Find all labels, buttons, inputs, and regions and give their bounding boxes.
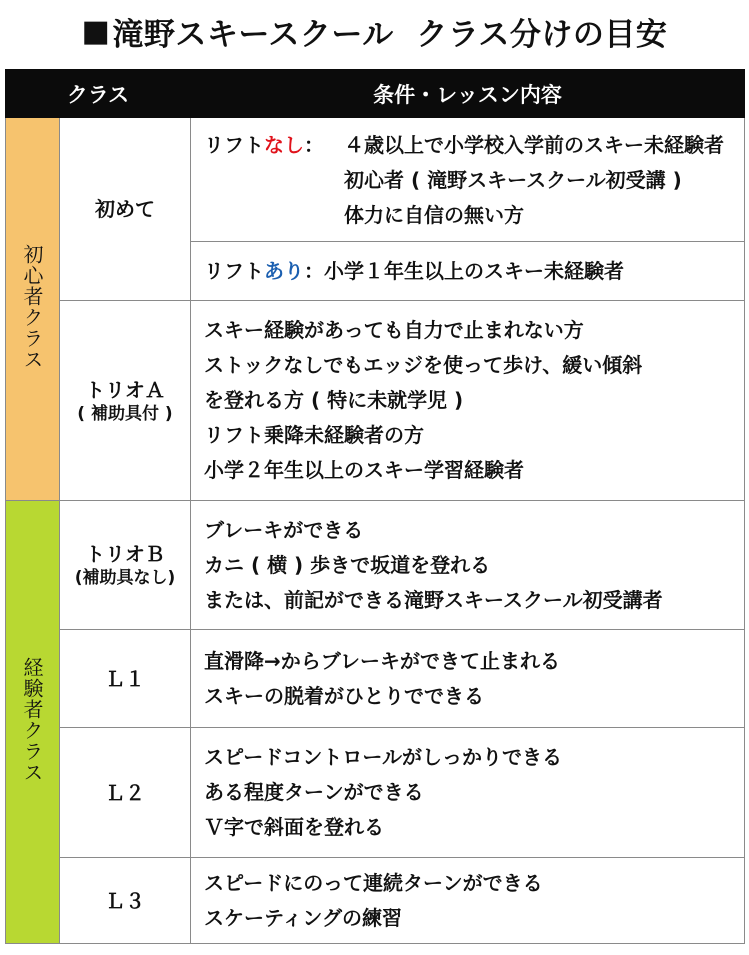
- class-l2-label: Ｌ２: [105, 780, 145, 805]
- lift-nashi-label: [204, 128, 344, 163]
- cond-line: 小学１年生以上のスキー未経験者: [324, 258, 624, 283]
- class-trio-a: [60, 301, 191, 501]
- cond-line: 初心者 ( 滝野スキースクール初受講 ): [344, 168, 682, 192]
- class-trio-b: [60, 501, 191, 630]
- lift-ari-label: [204, 254, 324, 289]
- class-l1: [60, 630, 191, 728]
- cond-l3: [191, 858, 745, 944]
- table-row: [6, 858, 745, 944]
- cond-trio-b: [191, 501, 745, 630]
- group-experienced: [6, 501, 60, 944]
- cond-line: 直滑降→からブレーキができて止まれる: [204, 648, 560, 673]
- header-class: クラス: [6, 70, 191, 118]
- class-l3: [60, 858, 191, 944]
- cond-l2: [191, 728, 745, 858]
- class-trio-a-label: トリオＡ: [85, 377, 165, 402]
- cond-line: ストックなしでもエッジを使って歩け、緩い傾斜: [204, 353, 643, 377]
- cond-line: カニ ( 横 ) 歩きで坂道を登れる: [204, 552, 491, 577]
- group-beginner-label: 初心者クラス: [20, 244, 44, 370]
- cond-l1: [191, 630, 745, 728]
- cond-line: リフト乗降未経験者の方: [204, 423, 424, 447]
- group-experienced-label: 経験者クラス: [20, 657, 44, 783]
- title-text: 滝野スキースクール クラス分けの目安: [112, 16, 668, 53]
- class-trio-a-sub: ( 補助具付 ): [77, 403, 173, 424]
- table-row: [6, 301, 745, 501]
- lift-colon: ：: [304, 133, 324, 157]
- keyword-ari: あり: [264, 258, 304, 283]
- cond-hajimete-lift-nashi: [191, 118, 745, 242]
- cond-hajimete-lift-ari: [191, 242, 745, 301]
- cond-line: を登れる方 ( 特に未就学児 ): [204, 388, 464, 412]
- cond-line: Ｖ字で斜面を登れる: [204, 815, 384, 839]
- cond-line: スケーティングの練習: [204, 905, 402, 930]
- lift-prefix: リフト: [204, 258, 264, 283]
- group-beginner: [6, 118, 60, 501]
- lift-colon: ：: [304, 258, 324, 283]
- cond-line: スキー経験があっても自力で止まれない方: [204, 318, 584, 342]
- class-trio-b-sub: (補助具なし): [74, 568, 176, 588]
- table-header-row: [6, 70, 745, 118]
- class-hajimete: [60, 118, 191, 301]
- table-row: [6, 630, 745, 728]
- cond-line: ４歳以上で小学校入学前のスキー未経験者: [344, 133, 724, 157]
- cond-line: または、前記ができる滝野スキースクール初受講者: [204, 587, 663, 612]
- class-l1-label: Ｌ１: [105, 666, 145, 691]
- cond-line: 体力に自信の無い方: [344, 203, 524, 227]
- table-row: [6, 118, 745, 242]
- cond-line: 小学２年生以上のスキー学習経験者: [204, 458, 524, 482]
- title-square-icon: ■: [81, 13, 111, 49]
- lift-nashi-lines: [344, 128, 724, 233]
- table-row: [6, 728, 745, 858]
- class-l2: [60, 728, 191, 858]
- cond-line: スピードコントロールがしっかりできる: [204, 745, 562, 769]
- keyword-nashi: なし: [264, 133, 304, 157]
- class-l3-label: Ｌ３: [105, 888, 145, 913]
- cond-line: ブレーキができる: [204, 517, 364, 542]
- cond-line: スキーの脱着がひとりでできる: [204, 683, 484, 708]
- cond-trio-a: [191, 301, 745, 501]
- class-trio-b-label: トリオＢ: [85, 542, 165, 566]
- cond-line: ある程度ターンができる: [204, 780, 424, 804]
- lift-prefix: リフト: [204, 133, 264, 157]
- header-conditions: 条件・レッスン内容: [191, 70, 745, 118]
- page-title: [0, 0, 749, 62]
- table-row: [6, 501, 745, 630]
- class-hajimete-label: 初めて: [95, 197, 155, 221]
- class-table: [5, 69, 745, 944]
- cond-line: スピードにのって連続ターンができる: [204, 870, 543, 895]
